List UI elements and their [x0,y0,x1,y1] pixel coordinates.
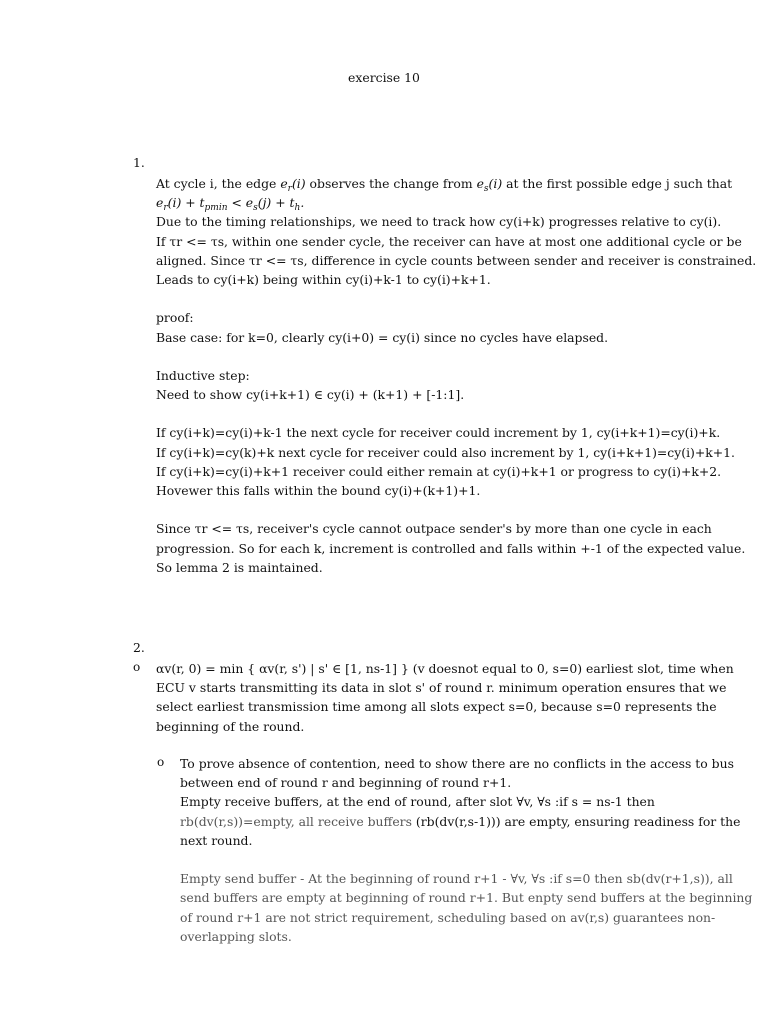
case-line: If cy(i+k)=cy(i)+k-1 the next cycle for receiver could increment by 1, cy(i+k+1)=cy(i)+k. [156,425,721,441]
item-line: ECU v starts transmitting its data in slot s' of round r. minimum operation ensures that we [156,680,727,696]
item-line: of round r+1 are not strict requirement, scheduling based on av(r,s) guarantees non- [180,909,716,925]
math-es: $e_s(i)$ [476,176,503,194]
item-line: overlapping slots. [180,928,292,944]
section-2-item-1 [156,659,734,736]
inductive-goal: Need to show cy(i+k+1) ∈ cy(i) + (k+1) + [-1:1]. [156,387,465,403]
paragraph-line: If τr <= τs, within one sender cycle, the receiver can have at most one additional cycle or be [156,233,742,249]
item-gray-part: rb(dv(r,s))=empty, all receive buffers [180,813,416,829]
item-dark-part: (rb(dv(r,s-1))) are empty, ensuring readiness for the [415,813,741,829]
section-1-number: 1. [133,155,145,170]
bullet-icon: o [133,660,141,674]
section-2-number: 2. [133,640,145,655]
intro-mid-1: observes the change from [305,176,477,191]
math-er: $e_r(i)$ [280,176,306,194]
item-line: send buffers are empty at beginning of round r+1. But enpty send buffers at the beginning [180,890,753,906]
paragraph-line: Due to the timing relationships, we need to track how cy(i+k) progresses relative to cy(i). [156,214,722,230]
proof-heading: proof: [156,310,194,326]
conclusion-line: So lemma 2 is maintained. [156,559,323,575]
condition-formula: $e_r(i) + t_{pmin} < e_s(j) + t_h$. [156,195,305,214]
item-line: To prove absence of contention, need to show there are no conflicts in the access to bus [180,756,734,771]
case-line: Hovewer this falls within the bound cy(i)+(k+1)+1. [156,483,481,498]
case-line: If cy(i+k)=cy(k)+k next cycle for receiver could also increment by 1, cy(i+k+1)=cy(i)+k+1. [156,444,735,460]
base-case: Base case: for k=0, clearly cy(i+0) = cy(i) since no cycles have elapsed. [156,329,609,345]
case-line: If cy(i+k)=cy(i)+k+1 receiver could either remain at cy(i)+k+1 or progress to cy(i)+k+2. [156,463,722,479]
intro-line [156,174,733,194]
item-line: beginning of the round. [156,718,305,734]
item-line: Empty receive buffers, at the end of round, after slot ∀v, ∀s :if s = ns-1 then [180,794,655,810]
item-line-mixed [180,812,741,831]
inductive-heading: Inductive step: [156,367,250,383]
paragraph-line: Leads to cy(i+k) being within cy(i)+k-1 to cy(i)+k+1. [156,271,491,287]
paragraph-line: aligned. Since τr <= τs, difference in cycle counts between sender and receiver is constrained. [156,252,757,268]
item-line: between end of round r and beginning of round r+1. [180,775,512,791]
section-2-item-2 [180,754,753,946]
conclusion-line: Since τr <= τs, receiver's cycle cannot outpace sender's by more than one cycle in each [156,521,712,537]
page-title: exercise 10 [348,70,420,85]
intro-mid-2: at the first possible edge j such that [502,176,733,191]
intro-prefix: At cycle i, the edge [156,176,281,191]
section-1-body [156,174,757,577]
bullet-icon: o [157,755,165,769]
item-line: next round. [180,832,253,848]
item-line: αv(r, 0) = min { αv(r, s') | s' ∈ [1, ns-1] } (v doesnot equal to 0, s=0) earliest slot, time when [156,661,734,676]
conclusion-line: progression. So for each k, increment is controlled and falls within +-1 of the expected value. [156,540,746,556]
item-line: select earliest transmission time among all slots expect s=0, because s=0 represents the [156,699,717,715]
item-line: Empty send buffer - At the beginning of round r+1 - ∀v, ∀s :if s=0 then sb(dv(r+1,s)), all [180,871,733,887]
